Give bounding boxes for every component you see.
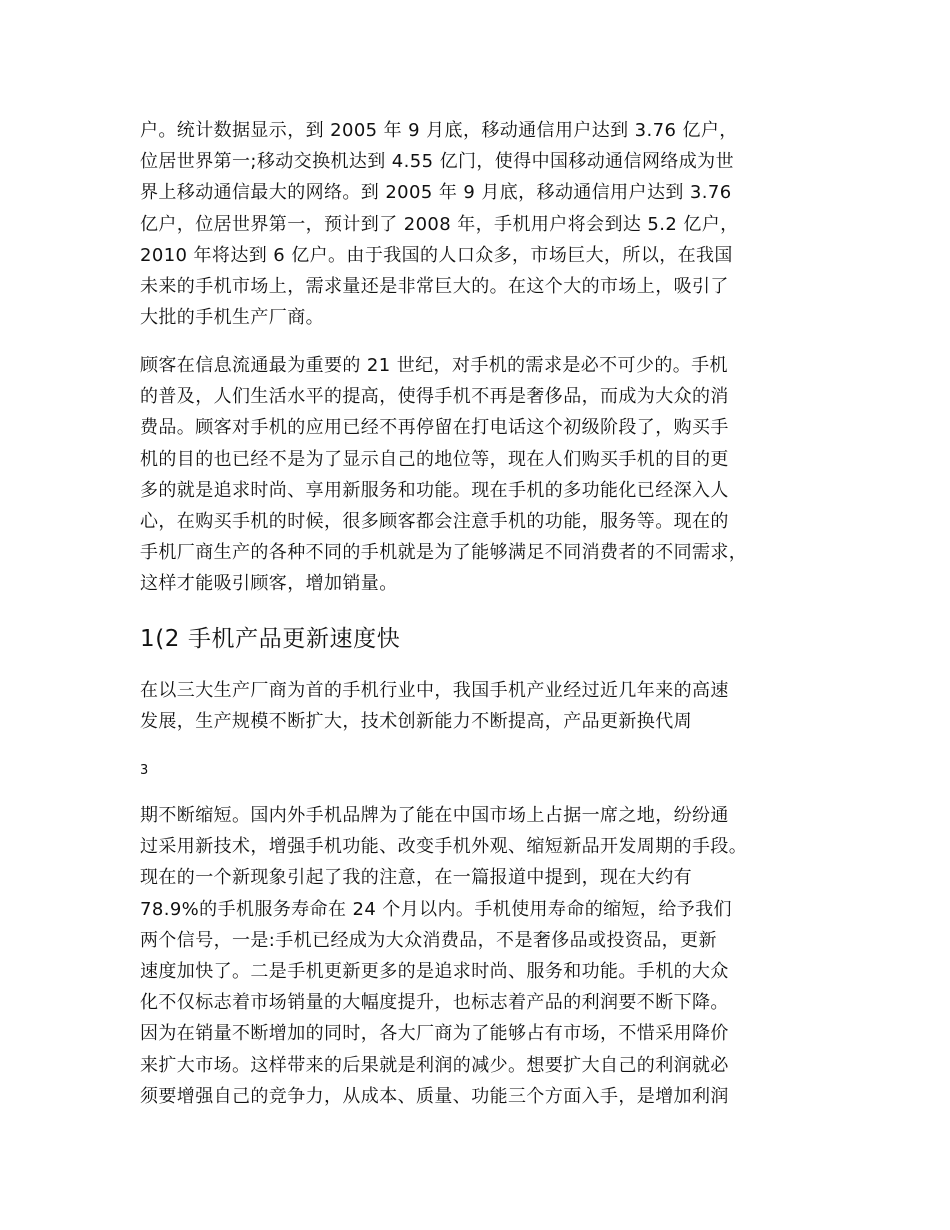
text-line: 大批的手机生产厂商。 (140, 307, 324, 329)
text-line: 现在的一个新现象引起了我的注意，在一篇报道中提到，现在大约有 (140, 867, 692, 889)
text-line: 期不断缩短。国内外手机品牌为了能在中国市场上占据一席之地，纷纷通 (140, 805, 729, 826)
page-number: 3 (140, 763, 149, 778)
text-line: 亿户，位居世界第一，预计到了 2008 年，手机用户将会到达 5.2 亿户， (140, 213, 739, 235)
paragraph-1 (140, 115, 840, 333)
text-line: 多的就是追求时尚、享用新服务和功能。现在手机的多功能化已经深入人 (140, 479, 729, 501)
text-line: 界上移动通信最大的网络。到 2005 年 9 月底，移动通信用户达到 3.76 (140, 182, 732, 204)
section-heading: 1(2 手机产品更新速度快 (140, 626, 401, 652)
text-line: 来扩大市场。这样带来的后果就是利润的减少。想要扩大自己的利润就必 (140, 1054, 729, 1076)
text-line: 在以三大生产厂商为首的手机行业中，我国手机产业经过近几年来的高速 (140, 680, 729, 701)
text-line: 的普及，人们生活水平的提高，使得手机不再是奢侈品，而成为大众的消 (140, 386, 729, 408)
paragraph-3 (140, 675, 840, 737)
text-line: 两个信号，一是:手机已经成为大众消费品，不是奢侈品或投资品，更新 (140, 929, 717, 951)
text-line: 机的目的也已经不是为了显示自己的地位等，现在人们购买手机的目的更 (140, 448, 729, 470)
text-line: 须要增强自己的竞争力，从成本、质量、功能三个方面入手，是增加利润 (140, 1085, 729, 1107)
paragraph-2 (140, 350, 840, 600)
text-line: 未来的手机市场上，需求量还是非常巨大的。在这个大的市场上，吸引了 (140, 276, 729, 298)
text-line: 顾客在信息流通最为重要的 21 世纪，对手机的需求是必不可少的。手机 (140, 355, 728, 376)
text-line: 过采用新技术，增强手机功能、改变手机外观、缩短新品开发周期的手段。 (140, 836, 748, 858)
text-line: 位居世界第一;移动交换机达到 4.55 亿门，使得中国移动通信网络成为世 (140, 151, 734, 173)
text-line: 发展，生产规模不断扩大，技术创新能力不断提高，产品更新换代周 (140, 711, 692, 733)
text-line: 化不仅标志着市场销量的大幅度提升，也标志着产品的利润要不断下降。 (140, 992, 729, 1014)
text-line: 这样才能吸引顾客，增加销量。 (140, 573, 398, 595)
text-line: 心，在购买手机的时候，很多顾客都会注意手机的功能，服务等。现在的 (140, 511, 729, 533)
text-line: 手机厂商生产的各种不同的手机就是为了能够满足不同消费者的不同需求， (140, 542, 748, 564)
paragraph-4 (140, 800, 840, 1112)
text-line: 户。统计数据显示，到 2005 年 9 月底，移动通信用户达到 3.76 亿户， (140, 120, 738, 141)
page-number-block (140, 759, 840, 779)
text-line: 费品。顾客对手机的应用已经不再停留在打电话这个初级阶段了，购买手 (140, 417, 729, 439)
section-heading-block (140, 623, 840, 655)
text-line: 2010 年将达到 6 亿户。由于我国的人口众多，市场巨大，所以，在我国 (140, 244, 733, 266)
text-line: 因为在销量不断增加的同时，各大厂商为了能够占有市场，不惜采用降价 (140, 1023, 729, 1045)
text-line: 78.9%的手机服务寿命在 24 个月以内。手机使用寿命的缩短，给予我们 (140, 898, 732, 920)
text-line: 速度加快了。二是手机更新更多的是追求时尚、服务和功能。手机的大众 (140, 961, 729, 983)
